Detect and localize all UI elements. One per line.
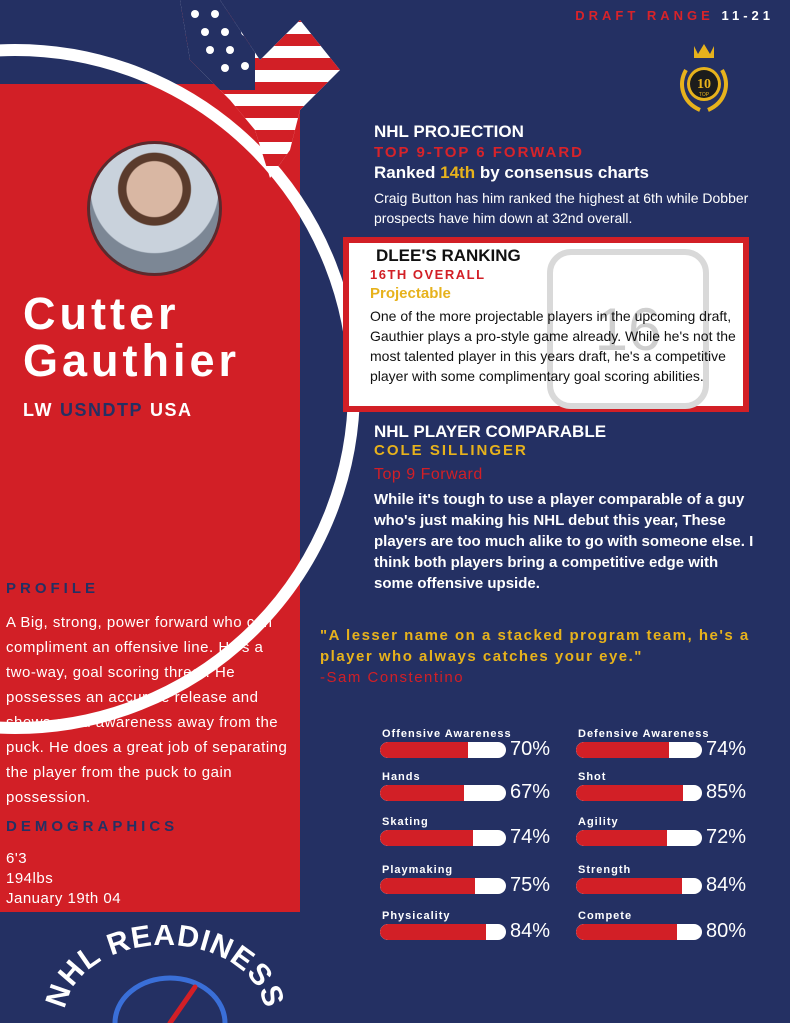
comparable-title: NHL PLAYER COMPARABLE <box>374 422 607 441</box>
skill-label: Offensive Awareness <box>382 728 512 740</box>
dlee-tag: Projectable <box>370 285 451 302</box>
skill-label: Hands <box>382 771 421 783</box>
skill-bar <box>380 785 506 801</box>
demographics-height: 6'3 <box>6 850 28 867</box>
skill-bar-fill <box>380 830 473 846</box>
skill-item <box>380 771 560 815</box>
skill-bar <box>576 878 702 894</box>
skill-percent: 84% <box>706 874 747 896</box>
projection-range: TOP 9-TOP 6 FORWARD <box>374 144 584 161</box>
skill-percent: 80% <box>706 920 747 942</box>
skill-item <box>576 728 756 772</box>
skill-percent: 74% <box>510 826 551 848</box>
skill-label: Strength <box>578 864 632 876</box>
svg-text:NHL READINESS <box>40 925 291 1012</box>
skill-item <box>576 864 756 908</box>
dlee-rank: 16TH OVERALL <box>370 267 486 282</box>
draft-range-value: 11-21 <box>721 8 774 23</box>
player-team: USNDTP <box>60 400 144 420</box>
dlee-text: One of the more projectable players in the upcoming draft, Gauthier plays a pro-style game already. While he's not the most talented player in this years draft, he's a competitive player with some complimentary goal scoring abilities. <box>370 308 736 384</box>
skill-percent: 74% <box>706 738 747 760</box>
skill-bar <box>380 924 506 940</box>
skill-item <box>380 816 560 860</box>
player-position: LW <box>23 400 53 420</box>
skill-bar-fill <box>576 785 683 801</box>
projection-rank <box>374 163 649 183</box>
nhl-readiness-gauge <box>30 925 300 1023</box>
skill-item <box>380 728 560 772</box>
profile-text: A Big, strong, power forward who can compliment an offensive line. He's a two-way, goal scoring threat. He possesses an accurate release and shows good awareness away from the puck. He does a great job of separating the player from the puck to gain possession. <box>6 614 288 806</box>
skill-label: Playmaking <box>382 864 454 876</box>
skill-bar <box>380 830 506 846</box>
projection-title: NHL PROJECTION <box>374 122 524 141</box>
player-first-name: Cutter <box>23 288 180 339</box>
skill-label: Skating <box>382 816 429 828</box>
dlee-title: DLEE'S RANKING <box>376 246 521 265</box>
skill-item <box>380 910 560 954</box>
profile-heading: PROFILE <box>6 580 100 597</box>
top-ten-laurel-icon <box>672 40 736 116</box>
skill-label: Defensive Awareness <box>578 728 710 740</box>
skill-item <box>576 910 756 954</box>
badge-number: 10 <box>697 77 711 92</box>
skill-item <box>576 816 756 860</box>
player-last-name: Gauthier <box>23 335 241 386</box>
quote-text: "A lesser name on a stacked program team, he's a player who always catches your eye." <box>320 627 750 665</box>
skill-item <box>576 771 756 815</box>
draft-range-label: DRAFT RANGE <box>575 8 714 23</box>
projection-text: Craig Button has him ranked the highest at 6th while Dobber prospects have him down at 32nd overall. <box>374 190 749 226</box>
skill-percent: 75% <box>510 874 551 896</box>
skill-bar-fill <box>380 785 464 801</box>
badge-label: TOP <box>698 92 710 98</box>
projection-rank-prefix: Ranked <box>374 163 441 182</box>
readiness-label: NHL READINESS <box>39 925 291 1012</box>
player-position-line <box>23 400 200 421</box>
player-country: USA <box>150 400 193 420</box>
skill-bar <box>576 924 702 940</box>
player-photo <box>87 141 222 276</box>
skill-label: Compete <box>578 910 633 922</box>
comparable-text: While it's tough to use a player comparable of a guy who's just making his NHL debut this year, These players are too much alike to go with someone else. I think both players bring a competitive edge with some offensive upside. <box>374 491 754 592</box>
comparable-name: COLE SILLINGER <box>374 442 528 459</box>
projection-rank-value: 14th <box>440 163 476 182</box>
comparable-role: Top 9 Forward <box>374 466 483 483</box>
skill-bar-fill <box>576 924 677 940</box>
skill-bar <box>576 742 702 758</box>
skill-percent: 84% <box>510 920 551 942</box>
quote-author: -Sam Constentino <box>320 669 465 686</box>
skill-bar <box>576 830 702 846</box>
skill-bar-fill <box>380 924 486 940</box>
demographics-weight: 194lbs <box>6 870 54 887</box>
skill-bar-fill <box>576 742 669 758</box>
skill-bar-fill <box>380 878 475 894</box>
skill-percent: 70% <box>510 738 551 760</box>
dlee-watermark: 16 <box>547 249 709 409</box>
skill-bar <box>576 785 702 801</box>
skill-bar-fill <box>576 878 682 894</box>
demographics-heading: DEMOGRAPHICS <box>6 818 179 835</box>
skill-percent: 67% <box>510 781 551 803</box>
draft-range <box>575 8 774 23</box>
skill-label: Agility <box>578 816 619 828</box>
skill-bar-fill <box>380 742 468 758</box>
skill-bar-fill <box>576 830 667 846</box>
skill-percent: 85% <box>706 781 747 803</box>
skill-item <box>380 864 560 908</box>
skill-label: Physicality <box>382 910 451 922</box>
skill-label: Shot <box>578 771 607 783</box>
demographics-dob: January 19th 04 <box>6 890 122 907</box>
skill-bar <box>380 742 506 758</box>
skill-bar <box>380 878 506 894</box>
skill-percent: 72% <box>706 826 747 848</box>
projection-rank-suffix: by consensus charts <box>475 163 649 182</box>
